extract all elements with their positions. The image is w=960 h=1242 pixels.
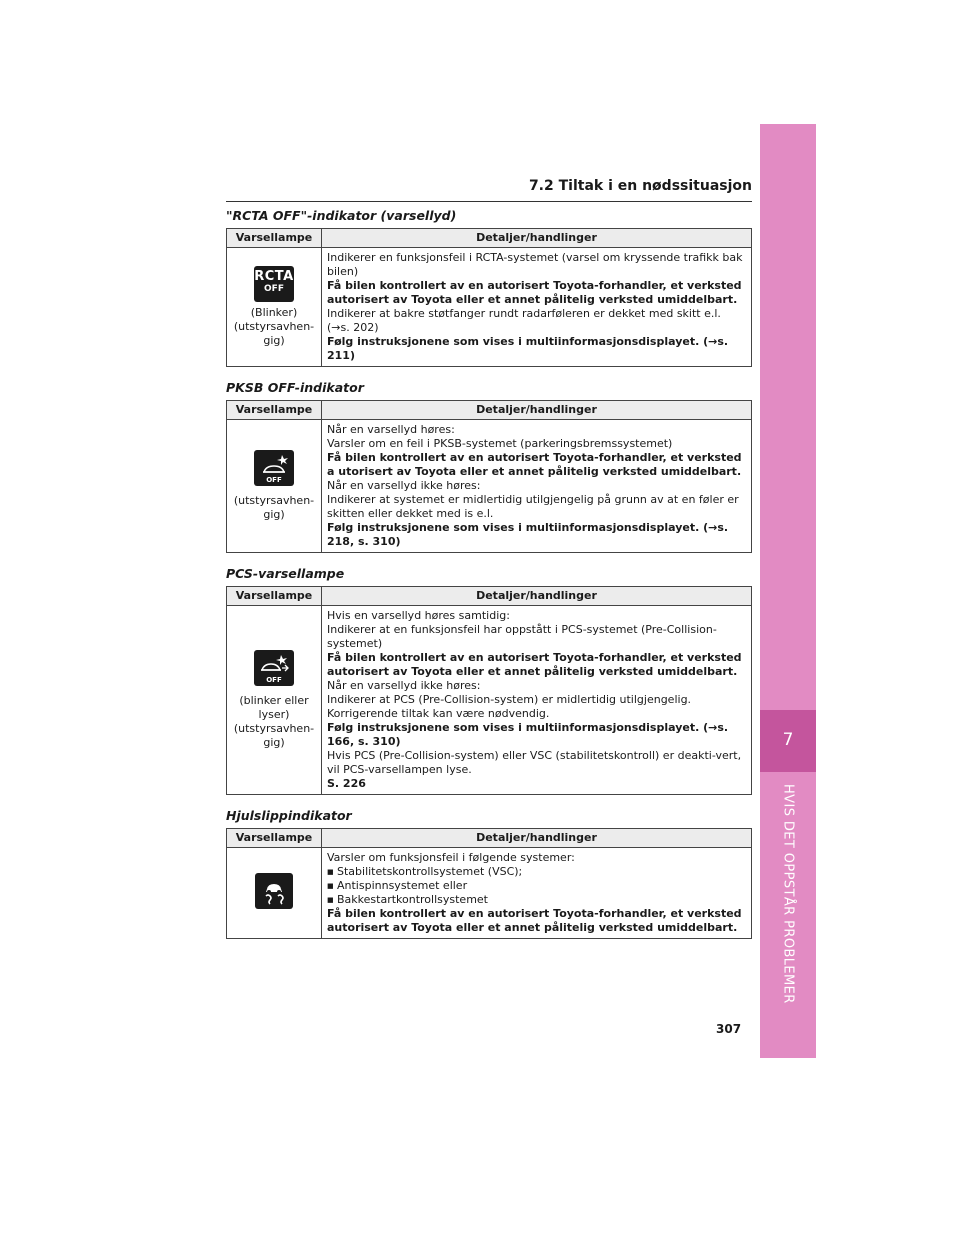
section-title-slip: Hjulslippindikator bbox=[226, 808, 352, 823]
details-cell: Når en varsellyd høres: Varsler om en feil i PKSB-systemet (parkeringsbremssystemet) Få bilen kontrollert av en autorisert Toyota-forhandler, et verksted a utorisert av Toyota eller et annet pålitelig verksted umiddelbart. Når en varsellyd ikke høres: Indikerer at systemet er midlertidig utilgjengelig på grunn av at en føler er skitten eller dekket med is e.l. Følg instruksjonene som vises i multiinformasjonsdisplayet. (→s. 218, s. 310) bbox=[322, 420, 752, 553]
table-pksb bbox=[226, 400, 752, 553]
svg-text:OFF: OFF bbox=[266, 476, 282, 484]
table-pcs bbox=[226, 586, 752, 795]
details-cell: Hvis en varsellyd høres samtidig: Indikerer at en funksjonsfeil har oppstått i PCS-systemet (Pre-Collision-systemet) Få bilen kontrollert av en autorisert Toyota-forhandler, et verksted autorisert av Toyota eller et annet pålitelig verksted umiddelbart. Når en varsellyd ikke høres: Indikerer at PCS (Pre-Collision-system) er midlertidig utilgjengelig. Korrigerende tiltak kan være nødvendig. Følg instruksjonene som vises i multiinformasjonsdisplayet. (→s. 166, s. 310) Hvis PCS (Pre-Collision-system) eller VSC (stabilitetskontroll) er deakti-vert, vil PCS-varsellampen lyse. S. 226 bbox=[322, 606, 752, 795]
chapter-label: HVIS DET OPPSTÅR PROBLEMER bbox=[780, 784, 796, 1004]
table-row bbox=[227, 606, 752, 795]
slip-indicator-icon bbox=[255, 873, 293, 909]
section-title-pcs: PCS-varsellampe bbox=[226, 566, 345, 581]
page-content bbox=[226, 208, 752, 952]
lamp-cell bbox=[227, 848, 322, 939]
table-row bbox=[227, 848, 752, 939]
pksb-off-icon bbox=[254, 450, 294, 486]
lamp-caption: (blinker eller lyser) (utstyrsavhen- gig) bbox=[233, 694, 315, 749]
col-header-details: Detaljer/handlinger bbox=[322, 587, 752, 606]
page-number: 307 bbox=[716, 1022, 742, 1036]
lamp-cell bbox=[227, 248, 322, 367]
table-rcta bbox=[226, 228, 752, 367]
col-header-lamp: Varsellampe bbox=[227, 401, 322, 420]
col-header-details: Detaljer/handlinger bbox=[322, 401, 752, 420]
col-header-lamp: Varsellampe bbox=[227, 829, 322, 848]
chapter-side-tab bbox=[760, 124, 816, 1058]
details-cell: Indikerer en funksjonsfeil i RCTA-systemet (varsel om kryssende trafikk bak bilen) Få bilen kontrollert av en autorisert Toyota-forhandler, et verksted autorisert av Toyota eller et annet pålitelig verksted umiddelbart. Indikerer at bakre støtfanger rundt radarføleren er dekket med skitt e.l. (→s. 202) Følg instruksjonene som vises i multiinformasjonsdisplayet. (→s. 211) bbox=[322, 248, 752, 367]
details-cell: Varsler om funksjonsfeil i følgende systemer: ■ Stabilitetskontrollsystemet (VSC); ■ Antispinnsystemet eller ■ Bakkestartkontrollsystemet Få bilen kontrollert av en autorisert Toyota-forhandler, et verksted autorisert av Toyota eller et annet pålitelig verksted umiddelbart. bbox=[322, 848, 752, 939]
svg-text:OFF: OFF bbox=[266, 676, 282, 684]
table-row bbox=[227, 420, 752, 553]
col-header-lamp: Varsellampe bbox=[227, 229, 322, 248]
lamp-caption: (Blinker) (utstyrsavhen- gig) bbox=[233, 306, 315, 347]
header-divider bbox=[226, 201, 752, 202]
rcta-off-icon: RCTA OFF bbox=[254, 266, 294, 302]
chapter-number: 7 bbox=[782, 730, 794, 750]
lamp-cell bbox=[227, 420, 322, 553]
section-title-rcta: "RCTA OFF"-indikator (varsellyd) bbox=[226, 208, 457, 223]
table-row bbox=[227, 248, 752, 367]
section-title-pksb: PKSB OFF-indikator bbox=[226, 380, 364, 395]
col-header-details: Detaljer/handlinger bbox=[322, 829, 752, 848]
table-slip bbox=[226, 828, 752, 939]
page-header-title: 7.2 Tiltak i en nødssituasjon bbox=[528, 178, 752, 194]
pcs-warning-icon bbox=[254, 650, 294, 686]
lamp-cell bbox=[227, 606, 322, 795]
col-header-lamp: Varsellampe bbox=[227, 587, 322, 606]
col-header-details: Detaljer/handlinger bbox=[322, 229, 752, 248]
lamp-caption: (utstyrsavhen- gig) bbox=[233, 494, 315, 521]
